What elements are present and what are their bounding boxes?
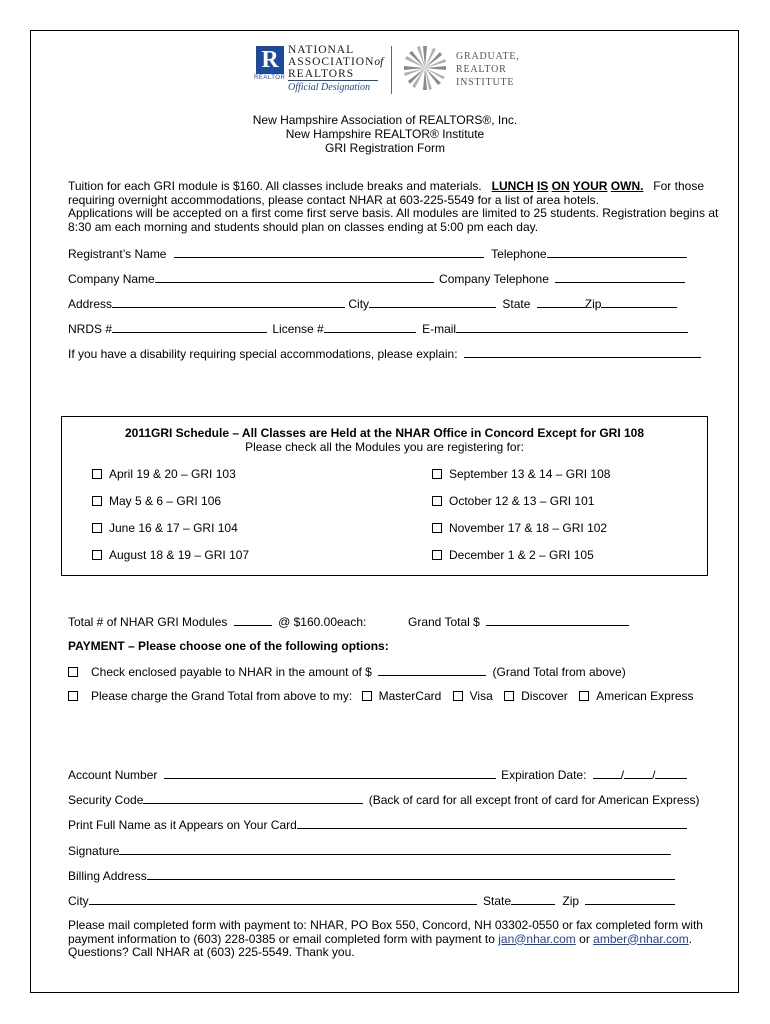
city-field[interactable]: [369, 296, 496, 308]
nrds-row: NRDS # License # E-mail: [68, 321, 688, 336]
gri-logo-text: GRADUATE, REALTOR INSTITUTE: [456, 51, 520, 88]
payment-charge-row: Please charge the Grand Total from above to my: MasterCard Visa Discover American Express: [68, 689, 694, 703]
module-checkbox[interactable]: [92, 550, 102, 560]
exp-month-field[interactable]: [593, 767, 621, 779]
billing-city-row: City State Zip: [68, 893, 675, 908]
form-header: [0, 113, 770, 155]
registrant-name-row: Registrant’s Name Telephone: [68, 246, 687, 261]
nar-designation: Official Designation: [288, 82, 370, 93]
module-checkbox[interactable]: [92, 496, 102, 506]
payment-check-row: Check enclosed payable to NHAR in the amount of $ (Grand Total from above): [68, 664, 626, 679]
billing-state-field[interactable]: [511, 893, 555, 905]
nar-logo-rule: [288, 80, 378, 81]
schedule-left-0[interactable]: April 19 & 20 – GRI 103: [92, 467, 236, 481]
grand-total-field[interactable]: [486, 614, 629, 626]
nar-logo-text: NATIONAL ASSOCIATIONof REALTORS: [288, 44, 384, 80]
license-field[interactable]: [324, 321, 416, 333]
schedule-right-1[interactable]: October 12 & 13 – GRI 101: [432, 494, 594, 508]
billing-zip-field[interactable]: [585, 893, 675, 905]
exp-year-field[interactable]: [655, 767, 687, 779]
disability-row: If you have a disability requiring special accommodations, please explain:: [68, 346, 701, 361]
security-code-field[interactable]: [143, 792, 363, 804]
visa-checkbox[interactable]: [453, 691, 463, 701]
discover-checkbox[interactable]: [504, 691, 514, 701]
modules-count-field[interactable]: [234, 614, 272, 626]
nrds-field[interactable]: [112, 321, 267, 333]
security-row: Security Code (Back of card for all except front of card for American Express): [68, 793, 700, 807]
nar-realtor-tag: REALTOR: [254, 75, 286, 81]
header-line-1: New Hampshire Association of REALTORS®, Inc.: [252, 113, 518, 127]
schedule-subtitle: Please check all the Modules you are registering for:: [245, 440, 524, 454]
module-checkbox[interactable]: [432, 550, 442, 560]
schedule-right-3[interactable]: December 1 & 2 – GRI 105: [432, 548, 594, 562]
mailing-instructions: Please mail completed form with payment to: NHAR, PO Box 550, Concord, NH 03302-0550 or fax completed form with payment information to (603) 228-0385 or email completed form with payment to jan@nhar.com or amber@nhar.com. Questions? Call NHAR at (603) 225-5549. Thank you.: [68, 918, 703, 959]
gri-starburst-icon: [402, 44, 448, 92]
billing-city-field[interactable]: [89, 893, 477, 905]
mastercard-checkbox[interactable]: [362, 691, 372, 701]
grand-total-row: Grand Total $: [408, 614, 629, 629]
billing-address-field[interactable]: [147, 868, 675, 880]
form-title: GRI Registration Form: [324, 141, 446, 155]
module-checkbox[interactable]: [432, 469, 442, 479]
registrant-name-field[interactable]: [174, 246, 484, 258]
billing-row: Billing Address: [68, 868, 675, 883]
print-name-row: Print Full Name as it Appears on Your Card: [68, 817, 687, 832]
print-name-field[interactable]: [297, 817, 687, 829]
schedule-title: 2011GRI Schedule – All Classes are Held at the NHAR Office in Concord Except for GRI 108: [124, 426, 645, 440]
nar-logo-icon: R: [256, 46, 284, 74]
module-checkbox[interactable]: [92, 469, 102, 479]
header-line-2: New Hampshire REALTOR® Institute: [285, 127, 485, 141]
amex-checkbox[interactable]: [579, 691, 589, 701]
check-amount-field[interactable]: [378, 664, 486, 676]
schedule-right-2[interactable]: November 17 & 18 – GRI 102: [432, 521, 607, 535]
module-checkbox[interactable]: [432, 523, 442, 533]
disability-field[interactable]: [464, 346, 701, 358]
address-row: Address City State Zip: [68, 296, 677, 311]
signature-field[interactable]: [119, 843, 671, 855]
check-option-checkbox[interactable]: [68, 667, 78, 677]
telephone-field[interactable]: [547, 246, 687, 258]
company-name-field[interactable]: [155, 271, 434, 283]
module-checkbox[interactable]: [92, 523, 102, 533]
email-link-amber[interactable]: amber@nhar.com: [593, 931, 689, 946]
charge-option-checkbox[interactable]: [68, 691, 78, 701]
company-telephone-field[interactable]: [555, 271, 685, 283]
exp-day-field[interactable]: [624, 767, 652, 779]
company-row: Company Name Company Telephone: [68, 271, 685, 286]
payment-heading: PAYMENT – Please choose one of the following options:: [68, 639, 389, 653]
email-link-jan[interactable]: jan@nhar.com: [498, 931, 576, 946]
totals-row: Total # of NHAR GRI Modules @ $160.00each:: [68, 615, 367, 629]
account-number-field[interactable]: [164, 767, 496, 779]
schedule-left-2[interactable]: June 16 & 17 – GRI 104: [92, 521, 238, 535]
account-row: Account Number Expiration Date: / /: [68, 767, 687, 782]
module-checkbox[interactable]: [432, 496, 442, 506]
zip-field[interactable]: [601, 296, 677, 308]
schedule-left-1[interactable]: May 5 & 6 – GRI 106: [92, 494, 221, 508]
state-field[interactable]: [537, 296, 585, 308]
intro-text: Tuition for each GRI module is $160. All classes include breaks and materials. LUNCH IS ON YOUR OWN. For those requiring overnight accommodations, please contact NHAR at 603-225-5549 for a list of area hotels. Applications will be accepted on a first come first serve basis. All modules are limited to 25 students. Registration begins at 8:30 am each morning and students should plan on classes ending at 5:00 pm each day.: [68, 179, 719, 234]
address-field[interactable]: [112, 296, 345, 308]
logo-divider: [391, 46, 392, 94]
email-field[interactable]: [456, 321, 688, 333]
schedule-left-3[interactable]: August 18 & 19 – GRI 107: [92, 548, 249, 562]
signature-row: Signature: [68, 843, 671, 858]
schedule-right-0[interactable]: September 13 & 14 – GRI 108: [432, 467, 610, 481]
